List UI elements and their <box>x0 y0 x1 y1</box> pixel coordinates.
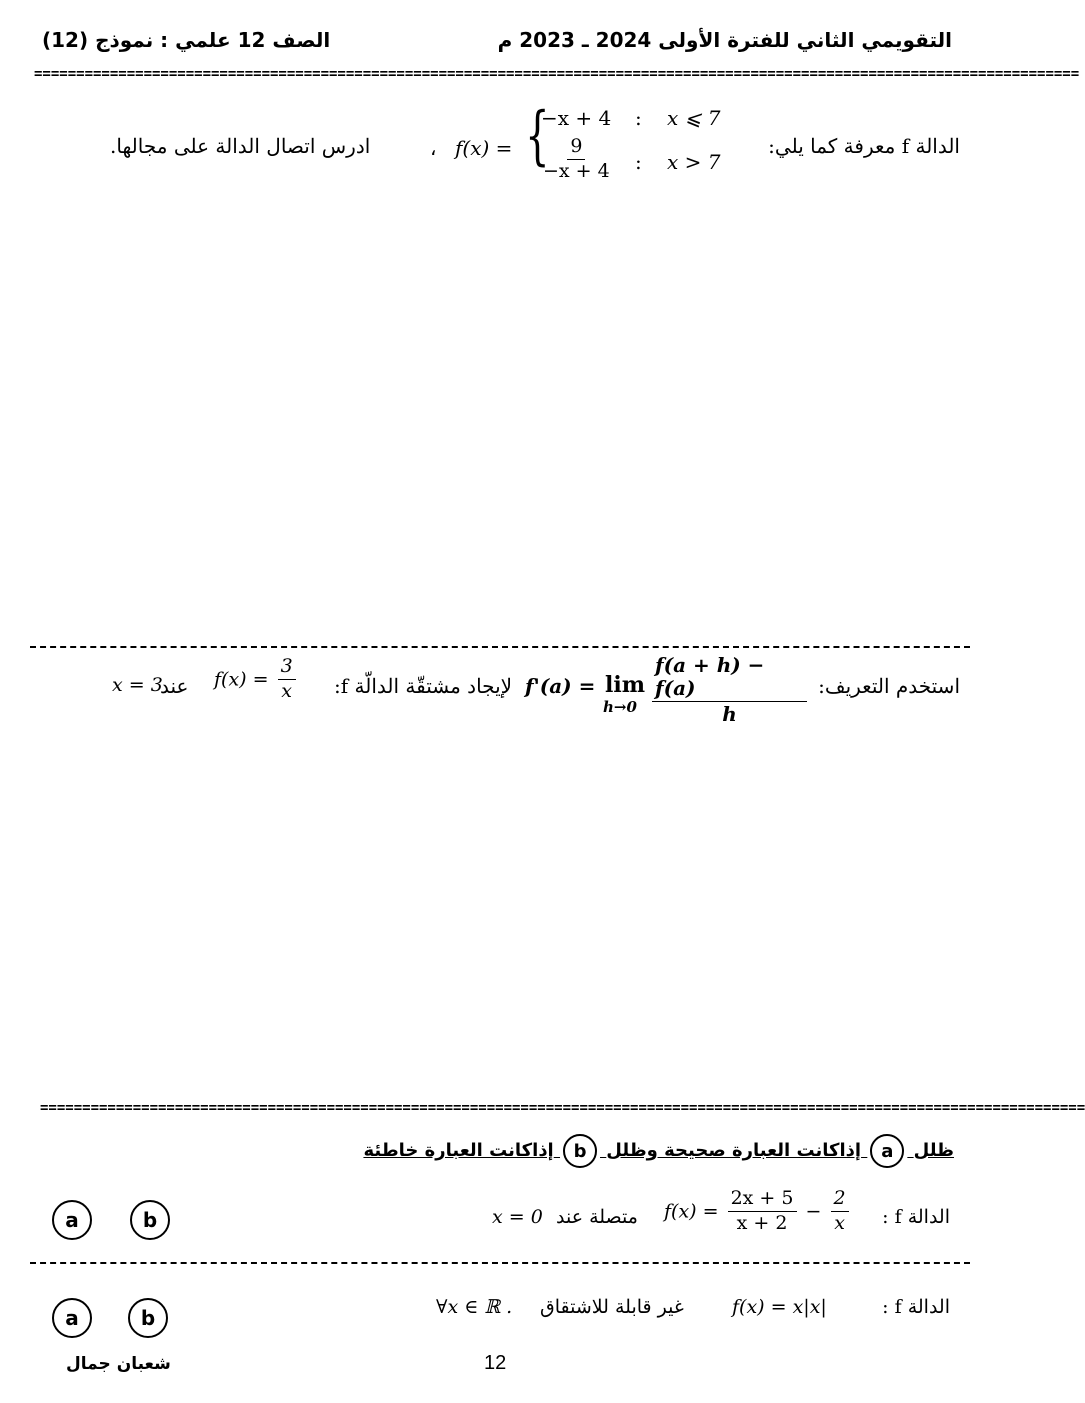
tf-item-1-den2: x <box>834 1211 845 1234</box>
tf-item-1-prefix: الدالة f : <box>882 1206 950 1228</box>
class-model: الصف 12 علمي : نموذج (12) <box>42 28 331 52</box>
q2-point: x = 3 <box>112 674 163 696</box>
page-number: 12 <box>484 1352 507 1374</box>
double-separator-bottom: ============================================================================================================================ <box>40 1100 1085 1116</box>
q2-den: h <box>722 702 737 726</box>
tf-instr-true: إذاكانت العبارة صحيحة وظلل <box>606 1140 862 1161</box>
tf-item-2-forall: ∀x ∈ ℝ . <box>436 1296 513 1318</box>
tf-label-a: a <box>870 1134 904 1168</box>
tf-item-2-option-a[interactable]: a <box>52 1298 92 1338</box>
q2-fprime: f'(a) = <box>525 674 596 698</box>
q1-case1-sep: : <box>635 106 642 130</box>
tf-item-1-option-a[interactable]: a <box>52 1200 92 1240</box>
q1-case2-sep: : <box>635 150 642 174</box>
q1-comma: ، <box>430 136 437 160</box>
q2-fx-den: x <box>281 679 292 702</box>
q2-fx: f(x) = <box>214 668 269 691</box>
tf-instr-shade: ظلل <box>913 1140 954 1161</box>
q1-task: ادرس اتصال الدالة على مجالها. <box>110 134 371 158</box>
question-1 <box>110 100 960 190</box>
tf-item-1-den1: x + 2 <box>736 1211 788 1234</box>
exam-title: التقويمي الثاني للفترة الأولى 2024 ـ 2023 م <box>497 28 952 52</box>
q1-case2-num: 9 <box>567 136 585 160</box>
q1-piecewise <box>455 100 735 190</box>
tf-item-1-minus: − <box>805 1200 822 1223</box>
tf-item-2-text: غير قابلة للاشتقاق <box>540 1296 684 1318</box>
tf-item-1-statement <box>480 1186 950 1246</box>
q2-num: f(a + h) − f(a) <box>652 654 807 702</box>
double-separator-top: ============================================================================================================================ <box>34 66 1080 82</box>
q2-lim-sub: h→0 <box>603 698 637 716</box>
tf-item-1-option-b[interactable]: b <box>130 1200 170 1240</box>
q1-brace: { <box>525 99 550 173</box>
q1-fx: f(x) = <box>455 136 513 160</box>
q1-intro: الدالة f معرفة كما يلي: <box>768 134 960 158</box>
tf-item-1-num2: 2 <box>831 1188 849 1212</box>
tf-item-2-option-b[interactable]: b <box>128 1298 168 1338</box>
q2-function <box>214 656 299 703</box>
tf-instr-false: إذاكانت العبارة خاطئة <box>363 1140 554 1161</box>
tf-item-1-num1: 2x + 5 <box>728 1188 797 1212</box>
q2-intro: استخدم التعريف: <box>818 674 960 698</box>
question-2 <box>110 652 960 726</box>
q2-at: عند <box>160 674 189 698</box>
tf-item-2-fx: f(x) = x|x| <box>732 1296 827 1318</box>
tf-item-1-point: x = 0 <box>492 1206 543 1228</box>
q1-case2-den: −x + 4 <box>543 159 610 182</box>
author-name: شعبان جمال <box>66 1354 171 1374</box>
tf-instructions <box>363 1134 954 1168</box>
q2-limit-frac <box>649 654 810 726</box>
dash-separator-2 <box>30 1262 970 1264</box>
q2-definition <box>525 652 810 726</box>
dash-separator-1 <box>30 646 970 648</box>
tf-item-1-text: متصلة عند <box>556 1206 638 1228</box>
q2-fx-num: 3 <box>278 656 296 680</box>
q2-task: لإيجاد مشتقّة الدالّة f: <box>334 674 513 698</box>
tf-item-1-function <box>664 1188 852 1235</box>
tf-label-b: b <box>563 1134 597 1168</box>
tf-item-2-prefix: الدالة f : <box>882 1296 950 1318</box>
tf-item-2-statement <box>430 1290 950 1330</box>
q2-lim: lim <box>605 672 645 698</box>
q1-case1-expr: −x + 4 <box>541 106 612 130</box>
q1-case2-cond: x > 7 <box>667 150 721 174</box>
q1-case2-frac <box>537 136 616 183</box>
q1-case1-cond: x ⩽ 7 <box>667 106 721 130</box>
tf-item-1-fx: f(x) = <box>664 1200 719 1223</box>
